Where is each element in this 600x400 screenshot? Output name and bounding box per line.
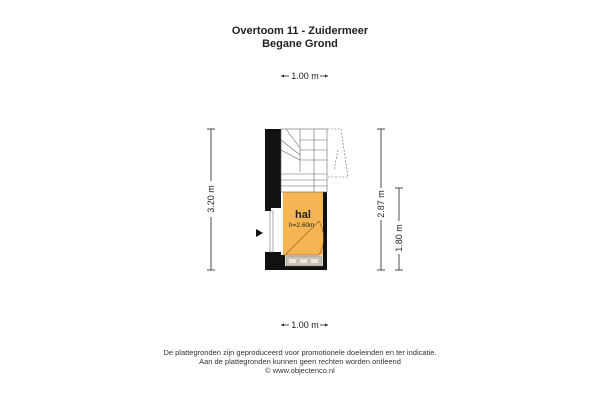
entrance-arrow-icon [256, 229, 263, 237]
floor-subtitle: Begane Grond [262, 38, 338, 50]
dimension-right-total-label: 2.87 m [376, 190, 386, 218]
stair-hatch [327, 129, 348, 177]
room-name: hal [295, 209, 311, 221]
dimension-top-label: 1.00 m [291, 71, 319, 81]
dimension-bottom-label: 1.00 m [291, 320, 319, 330]
dimension-right-room-label: 1.80 m [394, 224, 404, 252]
dimension-right-room [394, 188, 404, 270]
room-height: h=2.60m [289, 222, 315, 229]
mat-slot-2 [300, 259, 307, 263]
plan-title: Overtoom 11 - Zuidermeer [231, 25, 369, 37]
dimension-right-total [376, 129, 386, 270]
footer-copyright: © www.objectenco.nl [265, 366, 335, 375]
front-door-frame [270, 211, 273, 252]
staircase [281, 129, 327, 192]
mat-slot-3 [311, 259, 318, 263]
footer-line-2: Aan de plattegronden kunnen geen rechten worden ontleend [199, 357, 401, 366]
footer-line-1: De plattegronden zijn geproduceerd voor promotionele doeleinden en ter indicatie. [163, 348, 437, 357]
dimension-left-label: 3.20 m [206, 185, 216, 213]
dimension-bottom [281, 320, 328, 330]
mat-slot-1 [289, 259, 296, 263]
dimension-top [281, 71, 328, 81]
dimension-left [206, 129, 216, 270]
